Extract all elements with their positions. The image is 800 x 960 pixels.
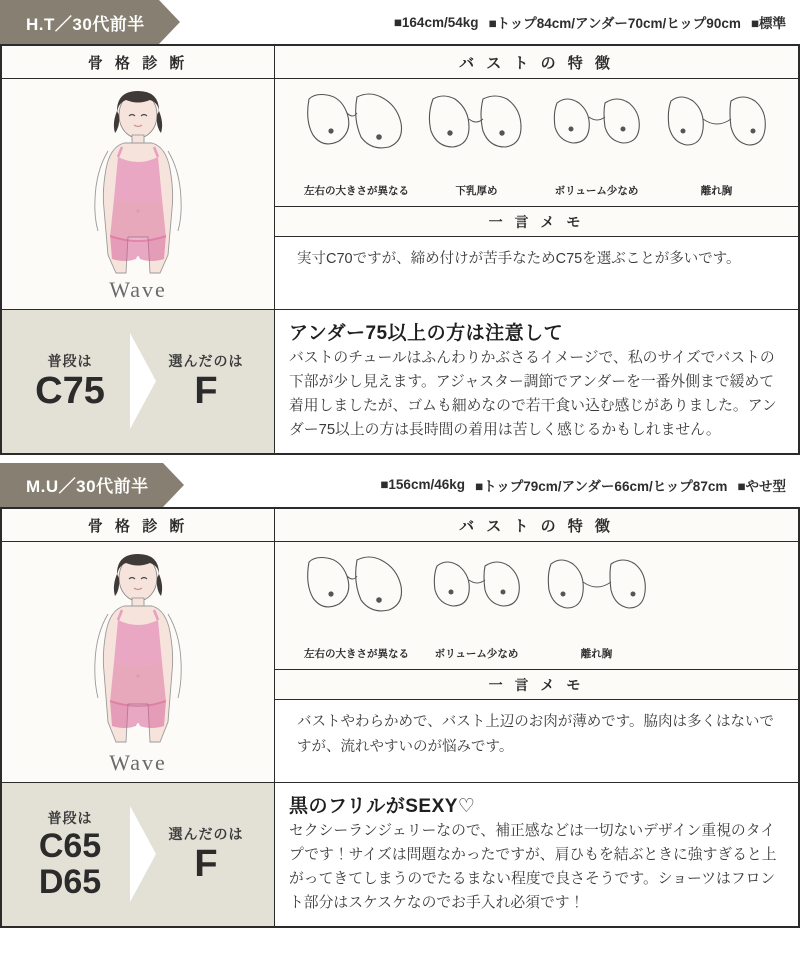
usual-size-cell-1 [2, 341, 138, 421]
bust-feature-label: 左右の大きさが異なる [304, 647, 409, 660]
chosen-size-value-2: F [194, 843, 218, 886]
body-type-label-1: Wave [109, 277, 167, 302]
size-arrow-icon-2 [130, 806, 156, 902]
memo-title-2: 一 言 メ モ [275, 669, 798, 700]
usual-size-value-2-line1: C65 [38, 827, 102, 866]
bust-feature-label: 離れ胸 [700, 185, 733, 197]
bust-shapes-row-2 [275, 542, 798, 661]
usual-size-cell-2 [2, 798, 138, 910]
reviewer-header-2 [0, 463, 800, 507]
review-top-table-2 [0, 507, 800, 783]
bust-title-2: バ ス ト の 特 徴 [275, 509, 798, 542]
usual-size-label-1: 普段は [47, 353, 93, 370]
body-figure-illustration-1 [38, 87, 238, 277]
body-figure-wrap-2 [2, 542, 274, 782]
bust-shape-item [417, 552, 537, 661]
spec-bodyshape-1: ■標準 [750, 16, 786, 31]
skeleton-column-1 [2, 46, 275, 309]
reviewer-specs-2 [163, 463, 800, 507]
bust-shape-item [297, 89, 417, 198]
review-block-2 [0, 463, 800, 928]
size-panel-2 [2, 783, 275, 926]
bust-shape-item [537, 552, 657, 661]
reviewer-specs-1 [159, 0, 800, 44]
bust-shape-item [417, 89, 537, 198]
usual-size-value-2-line2: D65 [38, 863, 102, 902]
comment-headline-1: アンダー75以上の方は注意して [289, 323, 564, 344]
chosen-size-label-2: 選んだのは [168, 826, 244, 843]
memo-title-1: 一 言 メ モ [275, 206, 798, 237]
bust-shape-icon [541, 552, 653, 644]
spec-height-weight-1: ■164cm/54kg [393, 14, 479, 30]
reviewer-name-1: H.T／30代前半 [0, 0, 159, 44]
review-top-table-1 [0, 44, 800, 310]
spec-measurements-1: ■トップ84cm/アンダー70cm/ヒップ90cm [488, 16, 741, 31]
bust-title-1: バ ス ト の 特 徴 [275, 46, 798, 79]
block-divider [0, 455, 800, 463]
spec-bodyshape-2: ■やせ型 [737, 478, 786, 494]
bust-shape-icon [661, 89, 773, 181]
comment-panel-2 [275, 783, 798, 926]
body-figure-wrap-1 [2, 79, 274, 309]
chosen-size-label-1: 選んだのは [168, 353, 244, 370]
spec-height-weight-2: ■156cm/46kg [380, 477, 465, 493]
bust-shape-item [657, 89, 777, 198]
bust-feature-label: ボリューム少なめ [554, 185, 639, 197]
reviewer-header-1 [0, 0, 800, 44]
bust-column-1 [275, 46, 798, 309]
bust-shape-icon [301, 89, 413, 181]
body-figure-illustration-2 [38, 550, 238, 750]
bust-shape-icon [421, 552, 533, 644]
spec-measurements-2: ■トップ79cm/アンダー66cm/ヒップ87cm [474, 478, 728, 494]
skeleton-column-2 [2, 509, 275, 782]
review-block-1 [0, 0, 800, 455]
chosen-size-value-1: F [194, 370, 218, 413]
skeleton-title-1: 骨 格 診 断 [2, 46, 274, 79]
skeleton-title-2: 骨 格 診 断 [2, 509, 274, 542]
bust-feature-label: ボリューム少なめ [434, 647, 519, 660]
comment-panel-1 [275, 310, 798, 453]
comment-headline-2: 黒のフリルがSEXY♡ [289, 795, 476, 817]
bust-shapes-row-1 [275, 79, 798, 198]
bust-shape-item [537, 89, 657, 198]
reviewer-name-2: M.U／30代前半 [0, 463, 163, 507]
memo-text-2: バストやわらかめで、バスト上辺のお肉が薄めです。脇肉は多くはないですが、流れやすいのが悩みです。 [275, 700, 798, 782]
review-bottom-1 [0, 310, 800, 455]
memo-text-1: 実寸C70ですが、締め付けが苦手なためC75を選ぶことが多いです。 [275, 237, 798, 309]
bust-feature-label: 離れ胸 [580, 647, 613, 660]
size-panel-1 [2, 310, 275, 453]
body-type-label-2: Wave [109, 749, 167, 775]
size-arrow-icon-1 [130, 333, 156, 429]
bust-shape-icon [301, 552, 413, 644]
usual-size-label-2: 普段は [47, 810, 93, 827]
review-bottom-2 [0, 783, 800, 928]
comment-body-2: セクシーランジェリーなので、補正感などは一切ないデザイン重視のタイプです！サイズは問題なかったですが、肩ひもを結ぶときに強すぎると上がってきてしまうのでたるまない程度で良さそうです。ショーツはフロント部分はスケスケなのでお手入れ必須です！ [289, 822, 777, 911]
usual-size-value-1: C75 [35, 370, 105, 413]
chosen-size-cell-1 [138, 341, 274, 421]
chosen-size-cell-2 [138, 814, 274, 894]
bust-feature-label: 下乳厚め [455, 185, 498, 197]
bust-feature-label: 左右の大きさが異なる [304, 185, 409, 197]
bust-shape-item [297, 552, 417, 661]
bust-column-2 [275, 509, 798, 782]
comment-body-1: バストのチュールはふんわりかぶさるイメージで、私のサイズでバストの下部が少し見えます。アジャスター調節でアンダーを一番外側まで緩めて着用しましたが、ゴムも細めなので若干食い込む感じがありました。アンダー75以上の方は長時間の着用は苦しく感じるかもしれません。 [289, 350, 777, 438]
bust-shape-icon [541, 89, 653, 181]
bust-shape-icon [421, 89, 533, 181]
